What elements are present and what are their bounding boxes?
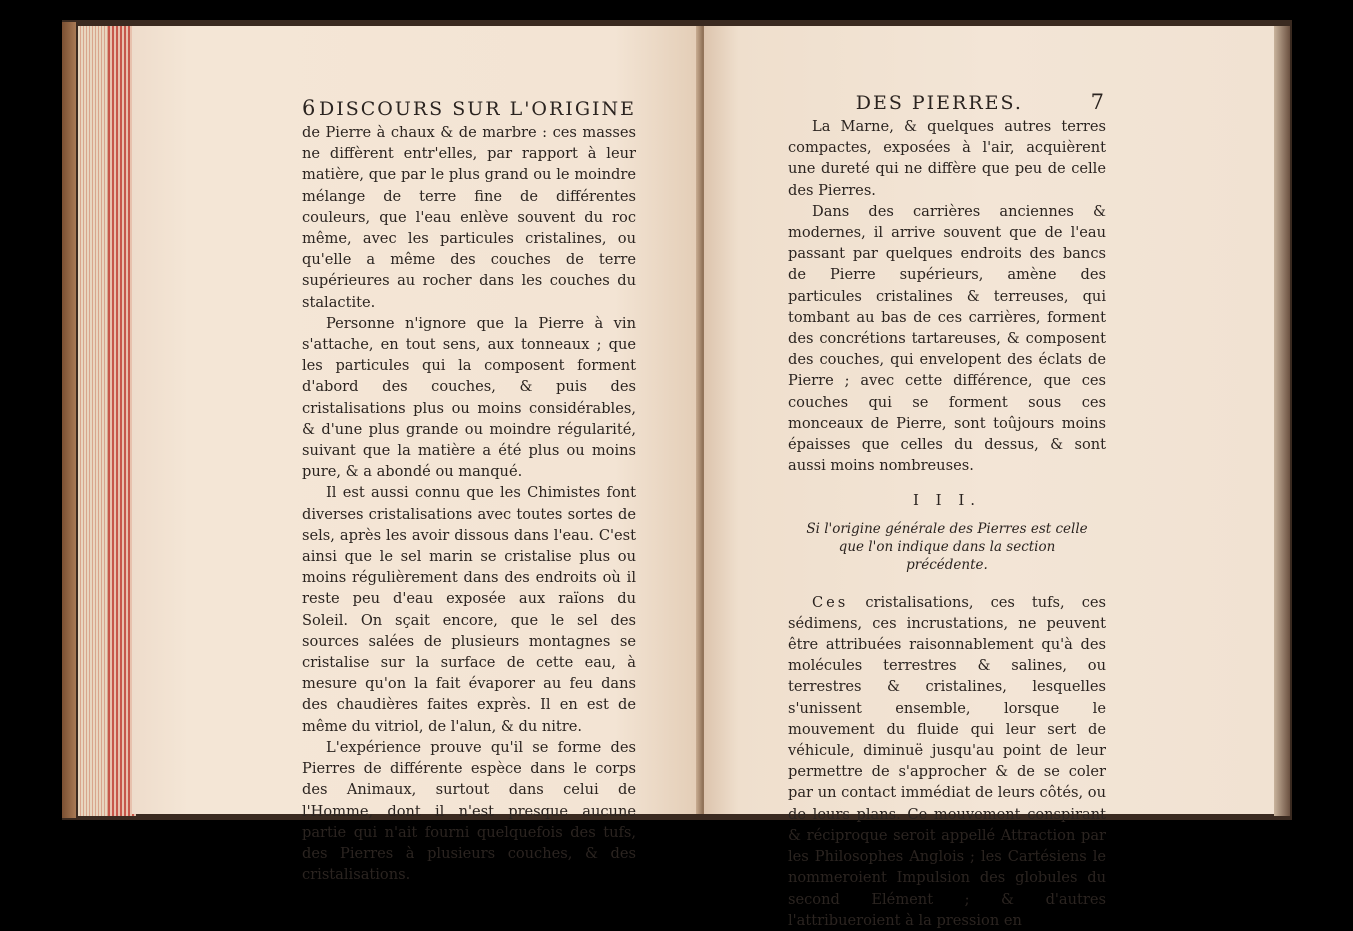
section-title: Si l'origine générale des Pierres est celle que l'on indique dans la section précédente.: [806, 520, 1088, 573]
right-paragraph-2: Dans des carrières anciennes & modernes, il arrive souvent que de l'eau passant par quelques endroits des bancs de Pierre supérieurs, amène des particules cristalines & terreuses, qui tombant au bas de ces carrières, forment des concrétions tartareuses, & composent des couches, qui envelopent des éclats de Pierre ; avec cette différence, que ces couches qui se forment sous ces monceaux de Pierre, sont toûjours moins épaisses que celles du dessus, & sont aussi moins nombreuses.: [788, 202, 1106, 475]
left-running-head: [302, 98, 636, 120]
right-page-number: 7: [1090, 90, 1106, 114]
right-running-head: [788, 92, 1106, 114]
left-page: [132, 26, 700, 884]
right-paragraph-1: La Marne, & quelques autres terres compactes, exposées à l'air, acquièrent une dureté qui ne diffère que peu de celle des Pierres.: [788, 118, 1106, 199]
right-running-title: DES PIERRES.: [855, 92, 1023, 114]
cover-edge: [62, 22, 76, 818]
right-page: [704, 26, 1278, 929]
left-paragraph-4: L'expérience prouve qu'il se forme des Pierres de différente espèce dans le corps des Animaux, surtout dans celui de l'Homme, dont il n'est presque aucune partie qui n'ait fourni quelquefois des tufs, des Pierres à plusieurs couches, & des cristalisations.: [302, 738, 636, 884]
left-page-number: 6: [302, 96, 318, 120]
right-text-block: [788, 92, 1106, 931]
section-first-word: Ces: [812, 593, 849, 611]
left-paragraph-1: de Pierre à chaux & de marbre : ces masses ne diffèrent entr'elles, par rapport à leur matière, que par le plus grand ou le moindre mélange de terre fine de différentes couleurs, que l'eau enlève souvent du roc même, avec les particules cristalines, ou qu'elle a même des couches de terre supérieures au rocher dans les couches du stalactite.: [302, 124, 636, 311]
section-paragraph: cristalisations, ces tufs, ces sédimens, ces incrustations, ne peuvent être attribuées raisonnablement qu'à des molécules terrestres & salines, ou terrestres & cristalines, lesquelles s'unissent ensemble, lorsque le mouvement du fluide qui leur sert de véhicule, diminuë jusqu'au point de leur permettre de s'approcher & de se coler par un contact immédiat de leurs côtés, ou de leurs plans. Ce mouvement conspirant & réciproque seroit appellé Attraction par les Philosophes Anglois ; les Cartésiens le nommeroient Impulsion des globules du second Elément ; & d'autres l'attribueroient à la pression en: [788, 593, 1106, 929]
left-running-title: DISCOURS SUR L'ORIGINE: [318, 98, 636, 120]
left-text-block: [302, 98, 636, 885]
left-paragraph-2: Personne n'ignore que la Pierre à vin s'attache, en tout sens, aux tonneaux ; que les particules qui la composent forment d'abord des couches, & puis des cristalisations plus ou moins considérables, & d'une plus grande ou moindre régularité, suivant que la matière a été plus ou moins pure, & a abondé ou manqué.: [302, 314, 636, 481]
section-number: I I I.: [912, 491, 982, 510]
right-page-edge: [1274, 26, 1290, 816]
left-paragraph-3: Il est aussi connu que les Chimistes font diverses cristalisations avec toutes sortes de sels, après les avoir dissous dans l'eau. C'est ainsi que le sel marin se cristalise plus ou moins régulièrement dans des endroits où il reste peu d'eau exposée aux raïons du Soleil. On sçait encore, que le sel des sources salées de plusieurs montagnes se cristalise sur la surface de cette eau, à mesure qu'on la fait évaporer au feu dans des chaudières faites exprès. Il en est de même du vitriol, de l'alun, & du nitre.: [302, 484, 636, 735]
page-stack-edge: [78, 26, 136, 816]
